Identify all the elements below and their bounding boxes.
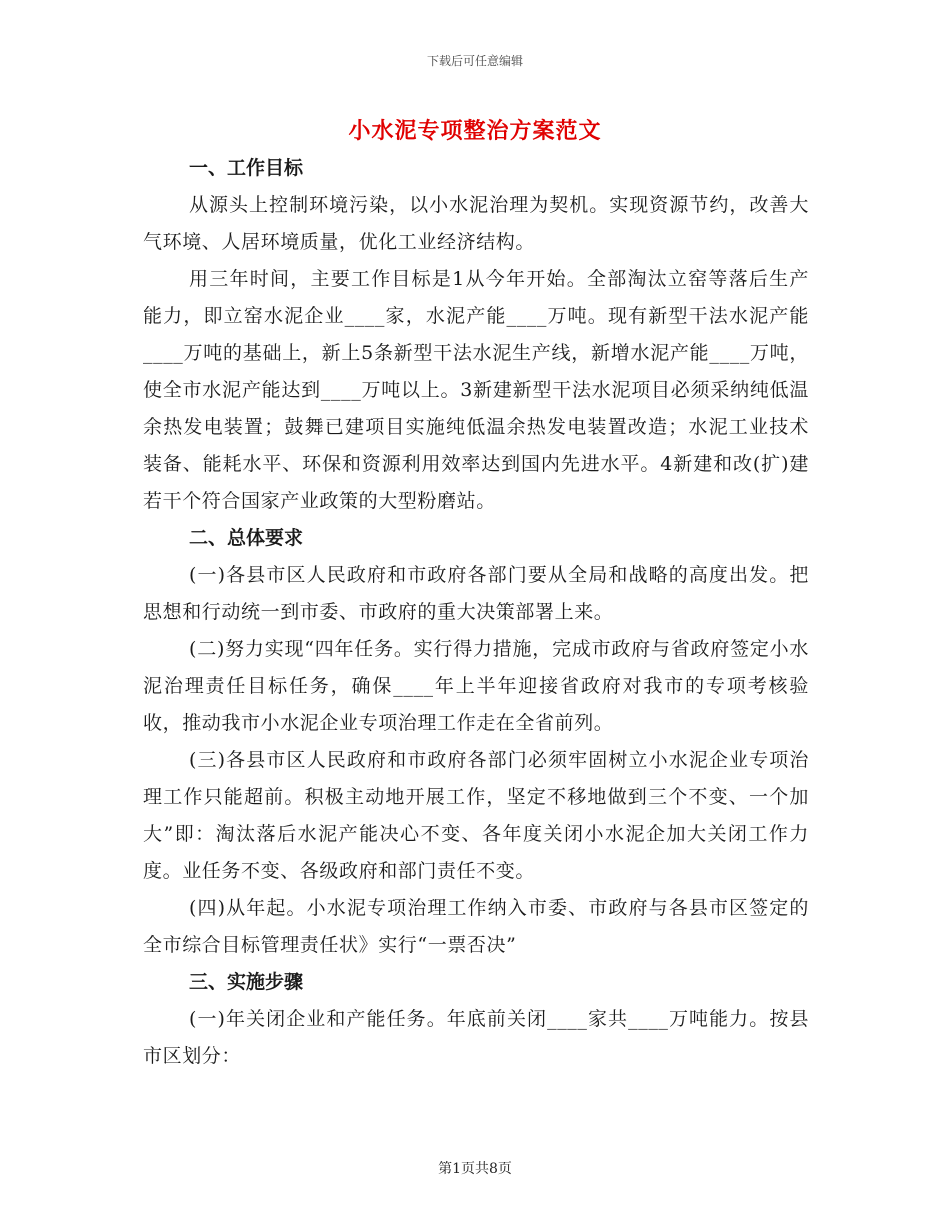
- section-heading-goals: 一、工作目标: [189, 157, 304, 179]
- paragraph: (一)年关闭企业和产能任务。年底前关闭____家共____万吨能力。按县市区划分：: [143, 1008, 809, 1067]
- paragraph: (三)各县市区人民政府和市政府各部门必须牢固树立小水泥企业专项治理工作只能超前。积极主动地开展工作，坚定不移地做到三个不变、一个加大”即：淘汰落后水泥产能决心不变、各年度关闭小水泥企加大关闭工作力度。业任务不变、各级政府和部门责任不变。: [143, 749, 809, 882]
- paragraph: (四)从年起。小水泥专项治理工作纳入市委、市政府与各县市区签定的全市综合目标管理责任状》实行“一票否决”: [143, 897, 809, 956]
- download-note: 下载后可任意编辑: [426, 54, 523, 68]
- document-body: [143, 150, 809, 1075]
- section-heading-steps: 三、实施步骤: [189, 971, 304, 993]
- page-number: 第1页共8页: [438, 1161, 512, 1177]
- paragraph: (二)努力实现“四年任务。实行得力措施，完成市政府与省政府签定小水泥治理责任目标任务，确保____年上半年迎接省政府对我市的专项考核验收，推动我市小水泥企业专项治理工作走在全省前列。: [143, 638, 809, 734]
- paragraph: 用三年时间，主要工作目标是1从今年开始。全部淘汰立窑等落后生产能力，即立窑水泥企业____家，水泥产能____万吨。现有新型干法水泥产能____万吨的基础上，新上5条新型干法水泥生产线，新增水泥产能____万吨，使全市水泥产能达到____万吨以上。3新建新型干法水泥项目必须采纳纯低温余热发电装置；鼓舞已建项目实施纯低温余热发电装置改造；水泥工业技术装备、能耗水平、环保和资源利用效率达到国内先进水平。4新建和改(扩)建若干个符合国家产业政策的大型粉磨站。: [143, 268, 809, 512]
- paragraph: (一)各县市区人民政府和市政府各部门要从全局和战略的高度出发。把思想和行动统一到市委、市政府的重大决策部署上来。: [143, 564, 809, 623]
- document-title: 小水泥专项整治方案范文: [348, 118, 602, 144]
- paragraph: 从源头上控制环境污染，以小水泥治理为契机。实现资源节约，改善大气环境、人居环境质量，优化工业经济结构。: [143, 194, 809, 253]
- section-heading-requirements: 二、总体要求: [189, 527, 304, 549]
